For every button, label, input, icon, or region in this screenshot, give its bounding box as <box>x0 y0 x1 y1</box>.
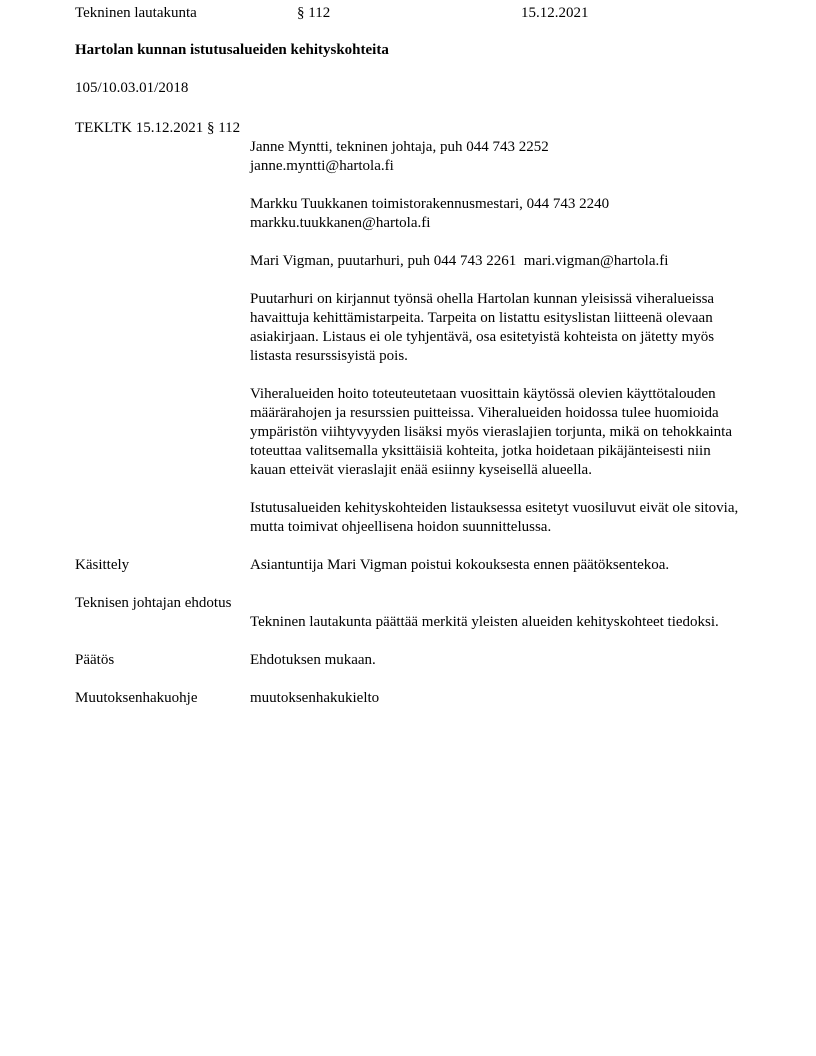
row-text: Asiantuntija Mari Vigman poistui kokouksesta ennen päätöksentekoa. <box>250 557 670 573</box>
contact-group <box>250 252 740 271</box>
row-text: Tekninen lautakunta päättää merkitä yleisten alueiden kehityskohteet tiedoksi. <box>250 614 719 630</box>
paragraph: Puutarhuri on kirjannut työnsä ohella Hartolan kunnan yleisissä viheralueissa havaittuja kehittämistarpeita. Tarpeita on listattu esityslistan liitteenä olevaan asiakirjaan. Listaus ei ole tyhjentävä, osa esitetyistä kohteista on jätetty myös listasta resurssisyistä pois. <box>250 291 715 364</box>
contact-email: janne.myntti@hartola.fi <box>250 158 394 174</box>
contact-line: Mari Vigman, puutarhuri, puh 044 743 2261 mari.vigman@hartola.fi <box>250 253 669 269</box>
row-label: Teknisen johtajan ehdotus <box>75 595 232 611</box>
ehdotus-row <box>75 594 740 632</box>
row-label: Muutoksenhakuohje <box>75 690 198 706</box>
row-label: Päätös <box>75 652 115 668</box>
paatos-row <box>75 651 740 670</box>
case-number: 105/10.03.01/2018 <box>75 80 189 96</box>
kasittely-row <box>75 556 740 575</box>
contact-block <box>250 138 740 271</box>
document-header <box>75 4 740 23</box>
paragraph: Viheralueiden hoito toteuteutetaan vuosittain käytössä olevien käyttötalouden määrärahojen ja resurssien puitteissa. Viheralueiden hoidossa tulee huomioida ympäristön viihtyvyyden lisäksi myös vieraslajien torjunta, mikä on tehokkainta toteuttaa valitsemalla yksittäisiä kohteita, jotka hoidetaan pikäjänteisesti niin kauan etteivät vieraslajit enää esiinny kyseisellä alueella. <box>250 386 732 478</box>
contact-group <box>250 138 740 176</box>
header-date: 15.12.2021 <box>521 5 589 21</box>
document-title: Hartolan kunnan istutusalueiden kehityskohteita <box>75 42 389 58</box>
committee-name: Tekninen lautakunta <box>75 5 197 21</box>
contact-email: markku.tuukkanen@hartola.fi <box>250 215 431 231</box>
section-heading: TEKLTK 15.12.2021 § 112 <box>75 120 241 136</box>
row-text: muutoksenhakukielto <box>250 690 380 706</box>
row-label: Käsittely <box>75 557 130 573</box>
muutoksenhaku-row <box>75 689 740 708</box>
paragraph: Istutusalueiden kehityskohteiden listauksessa esitetyt vuosiluvut eivät ole sitovia, mutta toimivat ohjeellisena hoidon suunnittelussa. <box>250 500 739 535</box>
row-text: Ehdotuksen mukaan. <box>250 652 376 668</box>
contact-group <box>250 195 740 233</box>
contact-line: Markku Tuukkanen toimistorakennusmestari, 044 743 2240 <box>250 196 610 212</box>
contact-line: Janne Myntti, tekninen johtaja, puh 044 743 2252 <box>250 139 549 155</box>
section-number: § 112 <box>297 5 331 21</box>
